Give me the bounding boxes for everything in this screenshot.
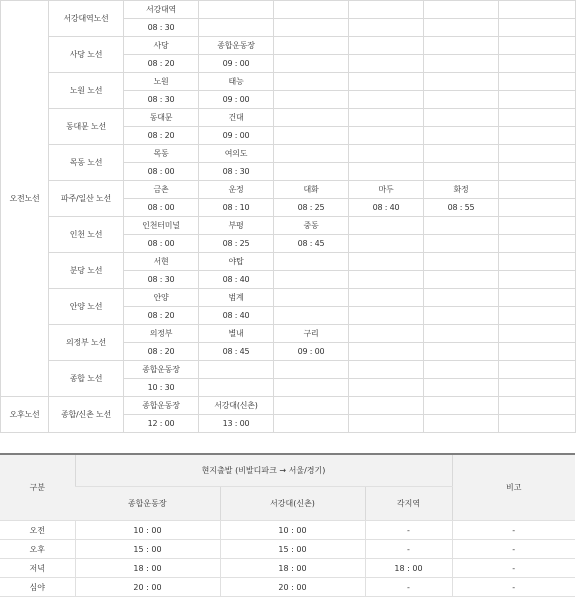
route-name: 동대문 노선: [49, 109, 124, 145]
stop-time: 08 : 20: [124, 55, 199, 73]
cell-time: -: [365, 540, 452, 559]
route-row-stops: [1, 37, 576, 55]
row-label: 심야: [0, 578, 75, 597]
cell-time: 10 : 00: [75, 521, 220, 540]
stop-time: 09 : 00: [274, 343, 349, 361]
route-name: 사당 노선: [49, 37, 124, 73]
stop-name: 종합운동장: [199, 37, 274, 55]
cell-time: 18 : 00: [220, 559, 365, 578]
route-row-stops: [1, 1, 576, 19]
cell-time: 20 : 00: [220, 578, 365, 597]
stop-name: 종합운동장: [124, 361, 199, 379]
route-row-stops: [1, 145, 576, 163]
route-row-stops: [1, 181, 576, 199]
header-col-1: 종합운동장: [75, 487, 220, 521]
stop-time: 09 : 00: [199, 91, 274, 109]
stop-time: 08 : 30: [199, 163, 274, 181]
stop-name: 금촌: [124, 181, 199, 199]
route-name: 파주/일산 노선: [49, 181, 124, 217]
stop-name: 여의도: [199, 145, 274, 163]
stop-time: 08 : 25: [199, 235, 274, 253]
stop-time: 09 : 00: [199, 55, 274, 73]
stop-name: 동대문: [124, 109, 199, 127]
stop-time: 08 : 00: [124, 163, 199, 181]
header-col-3: 각지역: [365, 487, 452, 521]
stop-time: 10 : 30: [124, 379, 199, 397]
route-row-stops: [1, 361, 576, 379]
table-row: [0, 578, 575, 597]
cell-time: 15 : 00: [220, 540, 365, 559]
stop-time: 08 : 00: [124, 199, 199, 217]
stop-time: 08 : 30: [124, 271, 199, 289]
stop-name: 별내: [199, 325, 274, 343]
stop-name: 구리: [274, 325, 349, 343]
route-row-stops: [1, 289, 576, 307]
route-name: 목동 노선: [49, 145, 124, 181]
stop-time: 08 : 30: [124, 91, 199, 109]
stop-time: 08 : 25: [274, 199, 349, 217]
stop-time: 08 : 10: [199, 199, 274, 217]
stop-time: 08 : 40: [199, 271, 274, 289]
stop-name: 야탑: [199, 253, 274, 271]
header-row: [0, 454, 575, 487]
stop-name: 건대: [199, 109, 274, 127]
table-row: [0, 559, 575, 578]
route-row-stops: [1, 73, 576, 91]
stop-name: 중동: [274, 217, 349, 235]
header-col-2: 서강대(신촌): [220, 487, 365, 521]
cell-time: 18 : 00: [365, 559, 452, 578]
cell-time: 20 : 00: [75, 578, 220, 597]
cell-note: -: [452, 540, 575, 559]
cell-time: -: [365, 578, 452, 597]
stop-time: 08 : 20: [124, 127, 199, 145]
header-remarks: 비고: [452, 454, 575, 521]
stop-name: 화정: [424, 181, 499, 199]
stop-time: 08 : 30: [124, 19, 199, 37]
row-label: 저녁: [0, 559, 75, 578]
cell-time: -: [365, 521, 452, 540]
stop-name: 의정부: [124, 325, 199, 343]
route-row-stops: [1, 397, 576, 415]
stop-name: 태능: [199, 73, 274, 91]
stop-name: 사당: [124, 37, 199, 55]
route-row-stops: [1, 325, 576, 343]
header-departure: 현지출발 (비발디파크 → 서울/경기): [75, 454, 452, 487]
stop-time: 08 : 00: [124, 235, 199, 253]
stop-time: 08 : 45: [199, 343, 274, 361]
stop-time: 13 : 00: [199, 415, 274, 433]
local-departure-table: [0, 453, 575, 597]
stop-name: 서강대(신촌): [199, 397, 274, 415]
cell-note: -: [452, 521, 575, 540]
stop-name: 부평: [199, 217, 274, 235]
cell-time: 15 : 00: [75, 540, 220, 559]
route-name: 안양 노선: [49, 289, 124, 325]
stop-time: 08 : 45: [274, 235, 349, 253]
stop-name: 종합운동장: [124, 397, 199, 415]
stop-name: 노원: [124, 73, 199, 91]
route-row-stops: [1, 217, 576, 235]
stop-name: 안양: [124, 289, 199, 307]
stop-name: 서강대역: [124, 1, 199, 19]
cell-note: -: [452, 559, 575, 578]
route-name: 의정부 노선: [49, 325, 124, 361]
cell-time: 10 : 00: [220, 521, 365, 540]
stop-time: 08 : 40: [349, 199, 424, 217]
period-label-am: 오전노선: [1, 1, 49, 397]
route-name: 종합 노선: [49, 361, 124, 397]
stop-time: 08 : 20: [124, 307, 199, 325]
period-label-pm: 오후노선: [1, 397, 49, 433]
cell-time: 18 : 00: [75, 559, 220, 578]
route-name: 종합/신촌 노선: [49, 397, 124, 433]
stop-time: 08 : 40: [199, 307, 274, 325]
stop-time: 09 : 00: [199, 127, 274, 145]
stop-name: 인천터미널: [124, 217, 199, 235]
stop-name: 서현: [124, 253, 199, 271]
table-row: [0, 540, 575, 559]
route-row-stops: [1, 253, 576, 271]
row-label: 오후: [0, 540, 75, 559]
cell-note: -: [452, 578, 575, 597]
route-name: 노원 노선: [49, 73, 124, 109]
stop-name: 운정: [199, 181, 274, 199]
route-name: 서강대역노선: [49, 1, 124, 37]
stop-time: 12 : 00: [124, 415, 199, 433]
stop-name: 대화: [274, 181, 349, 199]
table-row: [0, 521, 575, 540]
stop-time: 08 : 20: [124, 343, 199, 361]
stop-name: 목동: [124, 145, 199, 163]
header-division: 구분: [0, 454, 75, 521]
stop-time: 08 : 55: [424, 199, 499, 217]
stop-name: 마두: [349, 181, 424, 199]
route-row-stops: [1, 109, 576, 127]
stop-name: 범계: [199, 289, 274, 307]
route-name: 분당 노선: [49, 253, 124, 289]
route-name: 인천 노선: [49, 217, 124, 253]
row-label: 오전: [0, 521, 75, 540]
